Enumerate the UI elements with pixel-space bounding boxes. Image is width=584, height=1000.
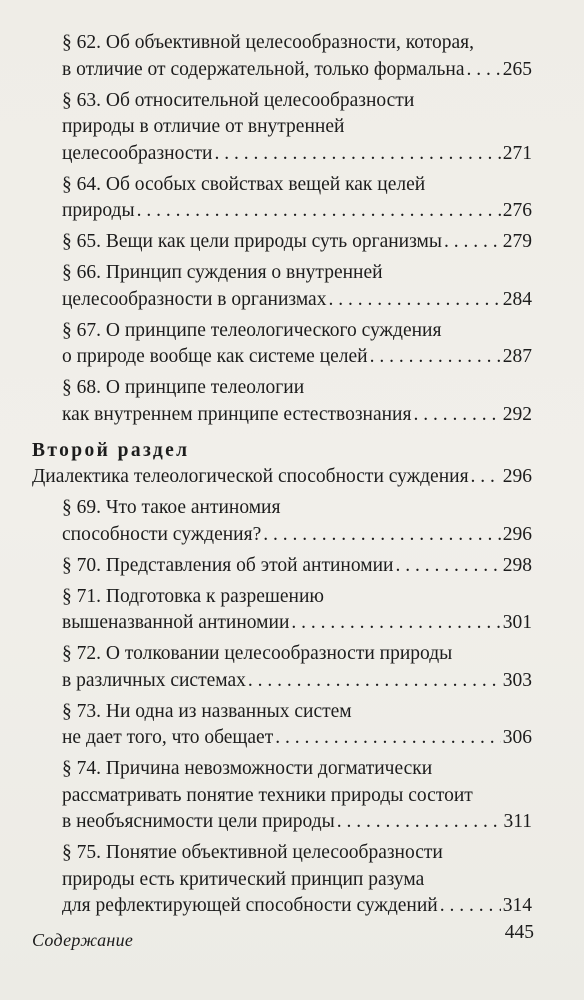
toc-entry: [32, 172, 532, 225]
toc-entry: [32, 318, 532, 371]
toc-entry-line: природы: [62, 200, 135, 221]
toc-entry-line: § 73. Ни одна из названных систем: [62, 700, 352, 722]
toc-entry-line: § 66. Принцип суждения о внутренней: [62, 262, 383, 283]
toc-entry-line: § 68. О принципе телеологии: [62, 377, 305, 398]
toc-entry-line: § 63. Об относительной целесообразности: [62, 89, 415, 111]
toc-entry-line: в необъяснимости цели природы: [62, 811, 335, 832]
dot-leader: [263, 522, 501, 549]
dot-leader: [137, 198, 501, 225]
dot-leader: [214, 141, 500, 168]
toc-heading-entry: [32, 464, 532, 491]
toc-page-number: 314: [502, 895, 532, 916]
dot-leader: [248, 668, 501, 695]
toc-page-number: 301: [502, 612, 532, 633]
toc-entry-line: способности суждения?: [62, 523, 262, 545]
toc-entry-line: § 70. Представления об этой антиномии: [62, 554, 394, 576]
toc-entry-line: § 74. Причина невозможности догматически: [62, 758, 433, 779]
toc-page-number: 284: [502, 288, 532, 310]
dot-leader: [275, 725, 501, 752]
toc-entry: [32, 584, 532, 637]
toc-entry: [32, 375, 532, 428]
toc-entry-line: § 71. Подготовка к разрешению: [62, 585, 324, 607]
toc-entry-last-line: [62, 553, 532, 580]
toc-entry-last-line: [32, 464, 532, 491]
toc-entry-line: в различных системах: [62, 669, 246, 691]
toc-entry-last-line: [62, 229, 532, 256]
toc-entry-line: § 67. О принципе телеологического суждения: [62, 319, 442, 341]
toc-entry-line: как внутреннем принципе естествознания: [62, 403, 412, 425]
toc-group-second-section: [32, 495, 532, 920]
table-of-contents: [32, 30, 532, 924]
toc-page-number: 298: [502, 554, 532, 576]
toc-entry: [32, 260, 532, 313]
toc-page-number: 265: [502, 58, 532, 80]
toc-entry: [32, 495, 532, 548]
toc-entry-line: о природе вообще как системе целей: [62, 346, 368, 367]
dot-leader: [466, 57, 500, 84]
toc-entry: [32, 756, 532, 836]
toc-page-number: 311: [503, 811, 532, 832]
toc-entry: [32, 840, 532, 920]
page-number: 445: [504, 922, 534, 943]
toc-entry-last-line: [62, 725, 532, 752]
dot-leader: [440, 893, 501, 920]
dot-leader: [444, 229, 501, 256]
toc-entry-line: для рефлектирующей способности суждений: [62, 895, 438, 916]
toc-page-number: 303: [502, 669, 532, 691]
toc-entry-line: § 65. Вещи как цели природы суть организмы: [62, 231, 442, 252]
toc-group-first-section: [32, 30, 532, 428]
toc-entry-line: вышеназванной антиномии: [62, 612, 290, 633]
dot-leader: [471, 464, 501, 491]
dot-leader: [370, 344, 501, 371]
toc-entry-line: рассматривать понятие техники природы состоит: [62, 784, 473, 806]
dot-leader: [413, 402, 500, 429]
toc-entry-line: § 62. Об объективной целесообразности, которая,: [62, 32, 474, 53]
toc-entry-line: не дает того, что обещает: [62, 727, 274, 748]
toc-entry: [32, 88, 532, 168]
toc-entry-last-line: [62, 344, 532, 371]
toc-page-number: 279: [502, 231, 532, 252]
dot-leader: [337, 809, 502, 836]
running-title: Содержание: [32, 930, 134, 950]
dot-leader: [291, 610, 500, 637]
toc-page-number: 287: [502, 346, 532, 367]
toc-page-number: 292: [502, 403, 532, 425]
toc-entry: [32, 641, 532, 694]
toc-entry: [32, 30, 532, 83]
dot-leader: [395, 553, 500, 580]
toc-entry-line: § 75. Понятие объективной целесообразности: [62, 842, 443, 863]
toc-entry-last-line: [62, 522, 532, 549]
toc-entry-line: в отличие от содержательной, только формальна: [62, 58, 465, 80]
section-heading: [32, 464, 532, 491]
toc-entry-last-line: [62, 198, 532, 225]
toc-page-number: 271: [502, 142, 532, 164]
toc-entry-last-line: [62, 893, 532, 920]
toc-entry: [32, 553, 532, 580]
section-title: Второй раздел: [32, 440, 190, 461]
toc-entry-line: природы есть критический принцип разума: [62, 868, 425, 890]
dot-leader: [328, 287, 500, 314]
toc-entry-line: Диалектика телеологической способности суждения: [32, 466, 469, 487]
toc-entry-last-line: [62, 809, 532, 836]
toc-entry-line: целесообразности: [62, 142, 213, 164]
toc-entry-line: целесообразности в организмах: [62, 288, 327, 310]
toc-page-number: 296: [502, 466, 532, 487]
toc-entry-last-line: [62, 287, 532, 314]
toc-entry-line: природы в отличие от внутренней: [62, 116, 345, 137]
toc-entry: [32, 699, 532, 752]
toc-entry: [32, 229, 532, 256]
toc-entry-line: § 64. Об особых свойствах вещей как целей: [62, 173, 426, 195]
toc-entry-last-line: [62, 57, 532, 84]
toc-entry-last-line: [62, 668, 532, 695]
toc-entry-last-line: [62, 402, 532, 429]
toc-entry-line: § 69. Что такое антиномия: [62, 497, 281, 518]
toc-page-number: 306: [502, 727, 532, 748]
toc-page-number: 296: [502, 523, 532, 545]
toc-entry-last-line: [62, 610, 532, 637]
toc-entry-last-line: [62, 141, 532, 168]
toc-entry-line: § 72. О толковании целесообразности природы: [62, 643, 453, 664]
toc-page-number: 276: [502, 200, 532, 221]
